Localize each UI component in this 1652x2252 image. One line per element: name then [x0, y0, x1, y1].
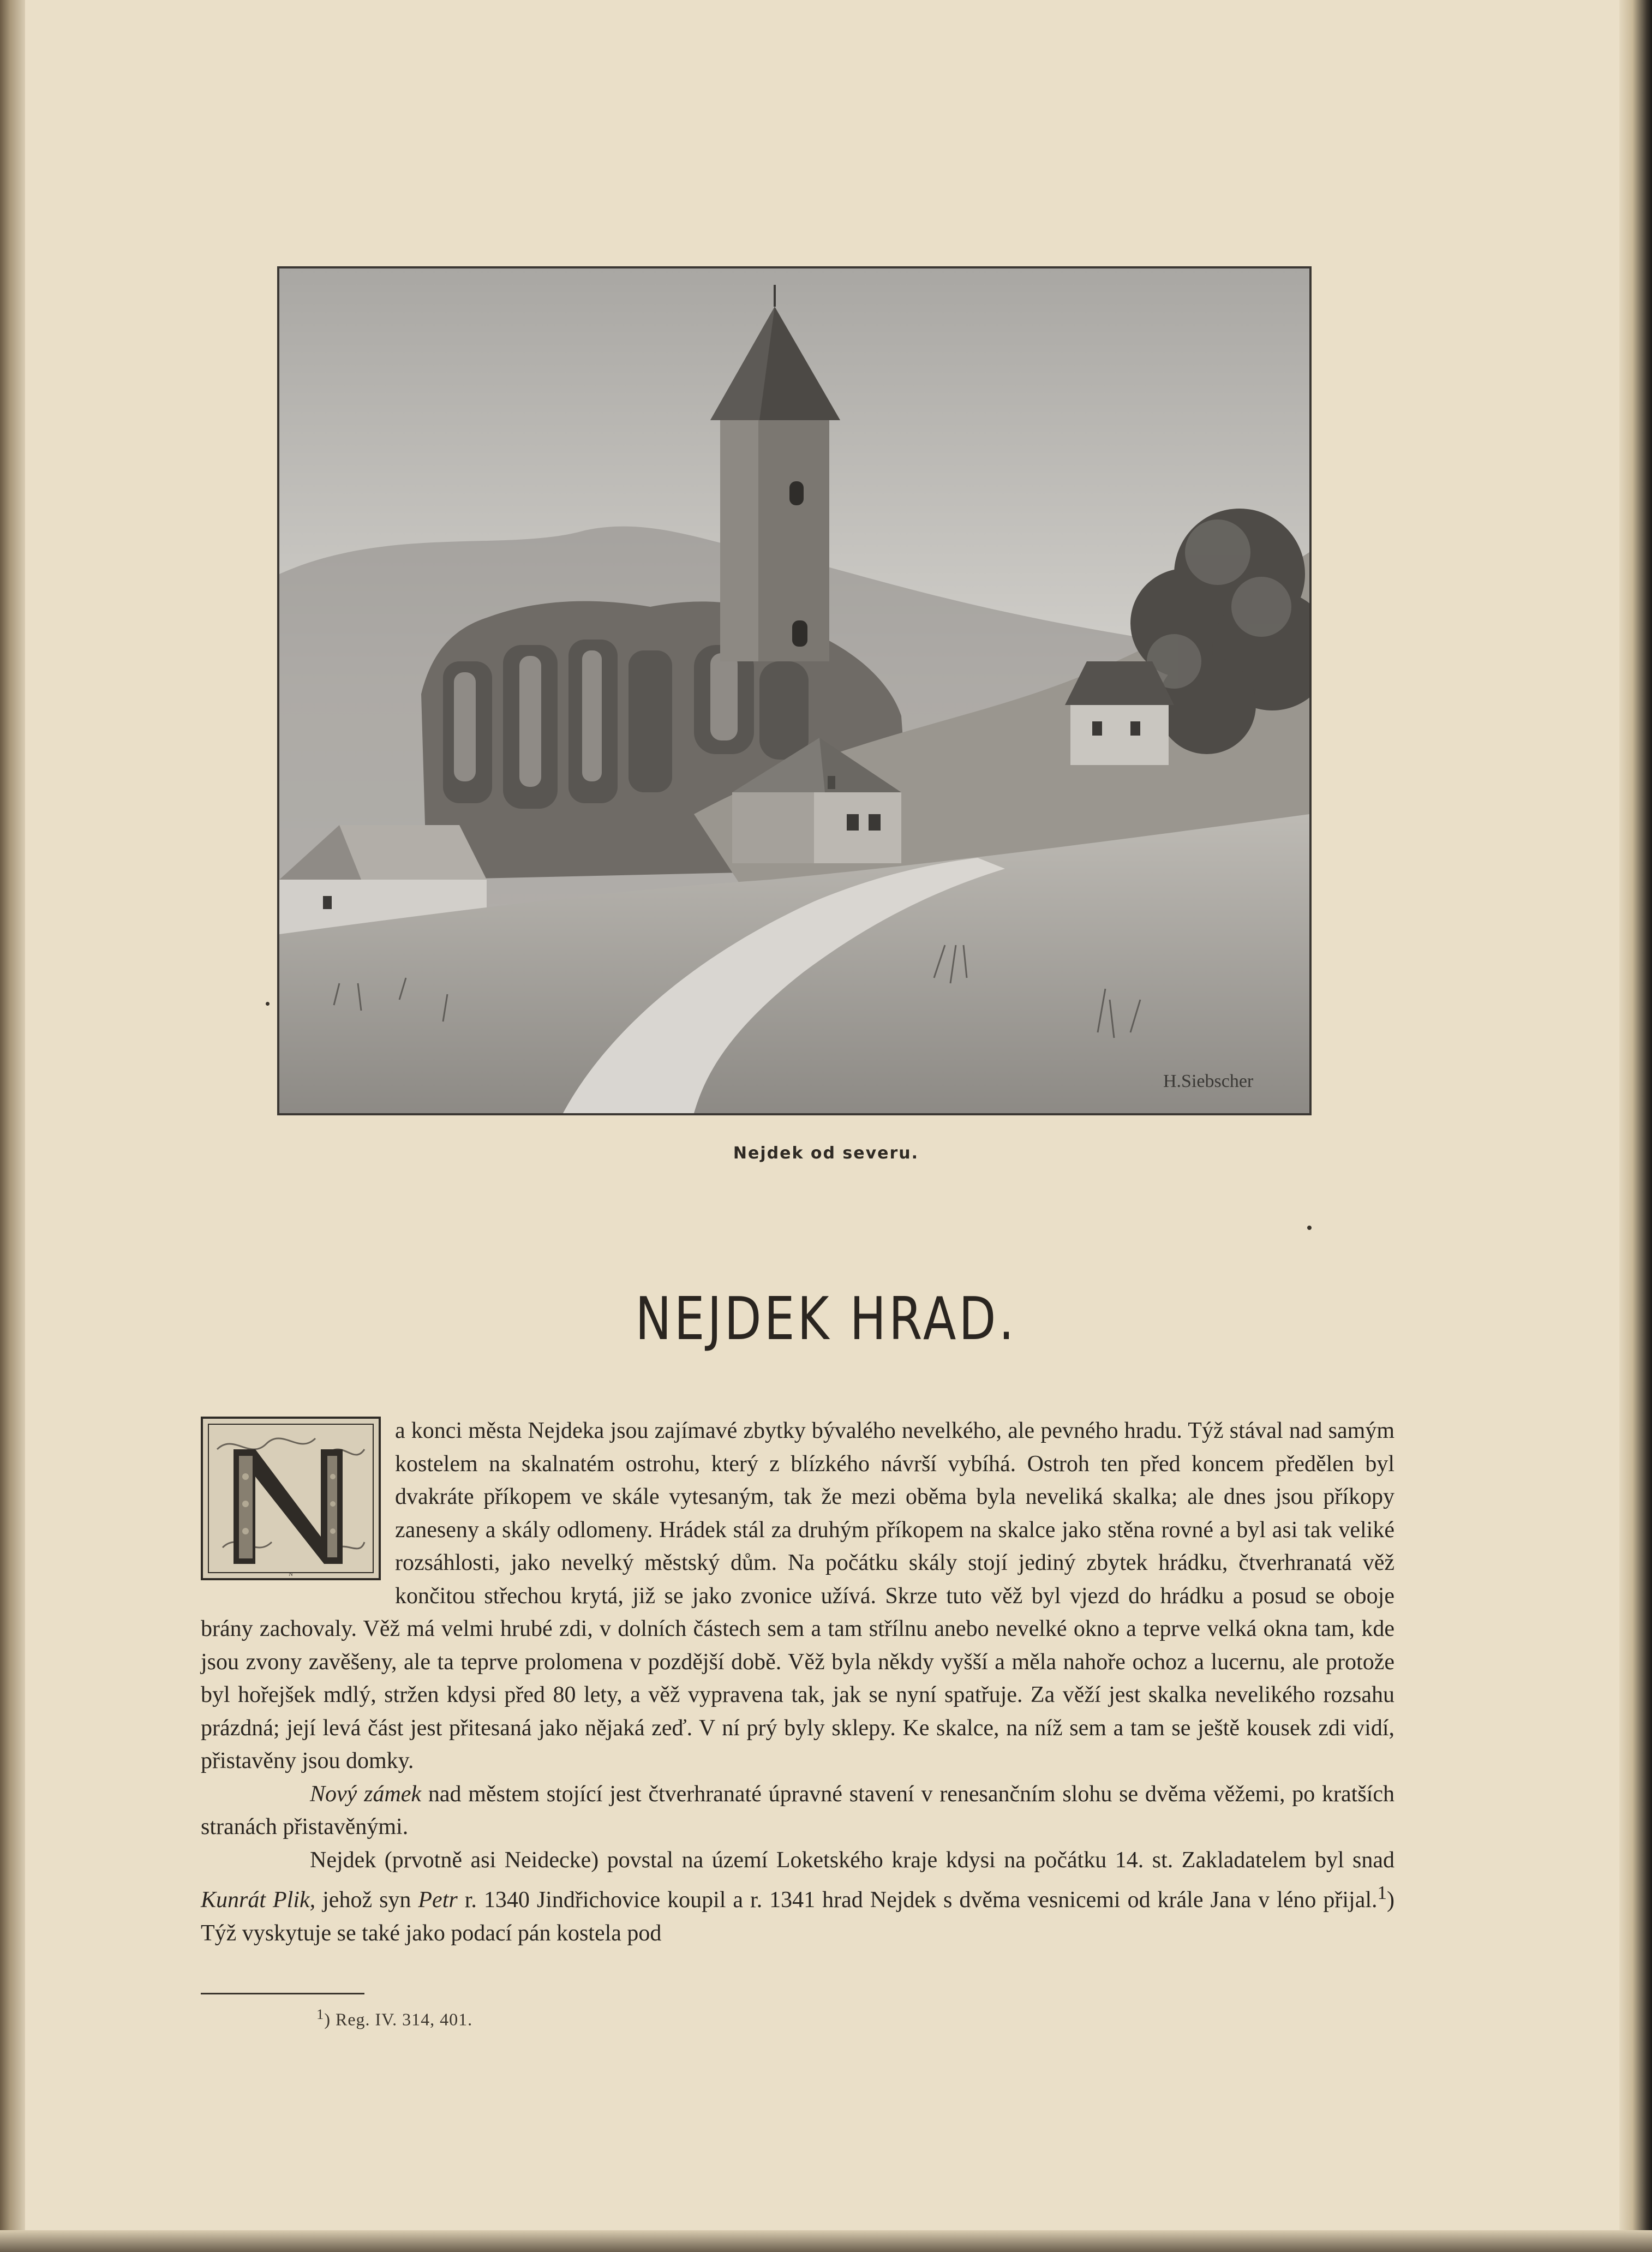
footnote-divider: [201, 1993, 364, 1994]
ornamental-initial-icon: [201, 1417, 381, 1580]
paragraph-3-text-b: jehož syn: [315, 1887, 418, 1913]
figure-caption: Nejdek od severu.: [733, 1144, 919, 1163]
footnote-text: ) Reg. IV. 314, 401.: [324, 2009, 473, 2029]
footnote-reference: 1: [1377, 1882, 1387, 1903]
initial-letter-text: N: [289, 1572, 293, 1578]
paragraph-3-text-c: r. 1340 Jindřichovice koupil a r. 1341 hrad Nejdek s dvěma vesnicemi od krále Jana v léno přijal.: [457, 1887, 1378, 1913]
paragraph-2-emphasis: Nový zámek: [310, 1781, 422, 1807]
paragraph-3-name-petr: Petr: [418, 1887, 458, 1913]
paragraph-3-text-a: Nejdek (prvotně asi Neidecke) povstal na území Loketského kraje kdysi na počátku 14. st. Zakladatelem byl snad: [310, 1847, 1394, 1873]
page-edge-right: [1619, 0, 1652, 2252]
page-title: NEJDEK HRAD.: [635, 1285, 1017, 1353]
article-body: [201, 1414, 1394, 1950]
page-edge-bottom: [0, 2230, 1652, 2252]
paragraph-2-text: nad městem stojící jest čtverhranaté úpravné stavení v renesančním slohu se dvěma věžemi, po kratších stranách přistavěnými.: [201, 1781, 1394, 1839]
footnote-mark: 1: [316, 2006, 325, 2022]
paragraph-1: a konci města Nejdeka jsou zajímavé zbytky bývalého nevelkého, ale pevného hradu. Týž stával nad samým kostelem na skalnatém ostrohu, který z blízkého návrší vybíhá. Ostroh ten před koncem předělen byl dvakráte příkopem ve skále vytesaným, tak že mezi oběma byla neveliká skalka; ale dnes jsou příkopy zaneseny a skály odlomeny. Hrádek stál za druhým příkopem na skalce jako stěna rovné a byl asi tak veliké rozsáhlosti, jako nevelký městský dům. Na počátku skály stojí jediný zbytek hrádku, čtverhranatá věž končitou střechou krytá, již se jako zvonice užívá. Skrze tuto věž byl vjezd do hrádku a posud se oboje brány zachovaly. Věž má velmi hrubé zdi, v dolních částech sem a tam střílnu anebo nevelké okno a teprve velká okna tam, kde jsou zvony zavěšeny, ale ta teprve prolomena v pozdější době. Věž byla někdy vyšší a měla nahoře ochoz a lucernu, ale protože byl hořejšek mdlý, stržen kdysi před 80 lety, a věž vypravena tak, jak se nyní spatřuje. Za věží jest skalka nevelikého rozsahu prázdná; její levá část jest přitesaná jako nějaká zeď. V ní prý byly sklepy. Ke skalce, na níž sem a tam se ještě kousek zdi vidí, přistavěny jsou domky.: [201, 1418, 1394, 1773]
stray-mark: [266, 1002, 270, 1006]
illustration-signature: H.Siebscher: [1163, 1071, 1254, 1091]
stray-mark: [1307, 1226, 1312, 1230]
paragraph-3-text-d: ) Týž vyskytuje se také jako podací pán kostela pod: [201, 1887, 1395, 1946]
paragraph-2: [201, 1778, 1394, 1844]
footnote: [316, 2006, 472, 2030]
paragraph-3-name-kunrat: Kunrát Plik,: [201, 1887, 316, 1913]
paragraph-3: [201, 1844, 1394, 1950]
decorated-initial-n: [201, 1417, 381, 1580]
castle-illustration: [277, 266, 1312, 1115]
book-spine-shadow: [0, 0, 25, 2252]
